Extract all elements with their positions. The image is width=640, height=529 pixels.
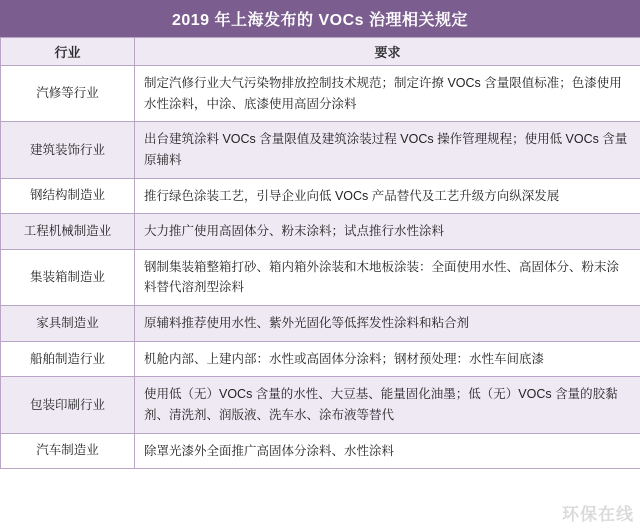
cell-industry: 汽修等行业 [1,66,135,122]
regulations-table [0,37,640,469]
table-row [1,377,640,433]
cell-industry: 工程机械制造业 [1,214,135,250]
cell-requirement: 原辅料推荐使用水性、紫外光固化等低挥发性涂料和粘合剂 [135,306,640,342]
cell-industry: 汽车制造业 [1,433,135,469]
cell-requirement: 除罩光漆外全面推广高固体分涂料、水性涂料 [135,433,640,469]
cell-industry: 建筑装饰行业 [1,122,135,178]
page-title: 2019 年上海发布的 VOCs 治理相关规定 [171,12,468,29]
cell-requirement: 机舱内部、上建内部：水性或高固体分涂料；钢材预处理：水性车间底漆 [135,341,640,377]
table-row [1,433,640,469]
cell-industry: 钢结构制造业 [1,178,135,214]
table-body [1,66,640,469]
cell-requirement: 使用低（无）VOCs 含量的水性、大豆基、能量固化油墨；低（无）VOCs 含量的胶黏剂、清洗剂、润版液、洗车水、涂布液等替代 [135,377,640,433]
cell-requirement: 出台建筑涂料 VOCs 含量限值及建筑涂装过程 VOCs 操作管理规程；使用低 VOCs 含量原辅料 [135,122,640,178]
table-row [1,122,640,178]
table-row [1,66,640,122]
table-row [1,306,640,342]
cell-industry: 包装印刷行业 [1,377,135,433]
table-row [1,178,640,214]
cell-requirement: 制定汽修行业大气污染物排放控制技术规范；制定许撩 VOCs 含量限值标准；色漆使用水性涂料，中涂、底漆使用高固分涂料 [135,66,640,122]
table-row [1,214,640,250]
cell-industry: 家具制造业 [1,306,135,342]
cell-industry: 集装箱制造业 [1,249,135,305]
column-header-requirement: 要求 [135,38,640,66]
watermark: 环保在线 [562,505,634,524]
table-header [1,38,640,66]
cell-requirement: 大力推广使用高固体分、粉末涂料；试点推行水性涂料 [135,214,640,250]
table-row [1,249,640,305]
cell-requirement: 钢制集装箱整箱打砂、箱内箱外涂装和木地板涂装：全面使用水性、高固体分、粉末涂料替代溶剂型涂料 [135,249,640,305]
table-header-row [1,38,640,66]
cell-requirement: 推行绿色涂装工艺，引导企业向低 VOCs 产品替代及工艺升级方向纵深发展 [135,178,640,214]
table-row [1,341,640,377]
document-title-bar [0,0,640,37]
cell-industry: 船舶制造行业 [1,341,135,377]
column-header-industry: 行业 [1,38,135,66]
